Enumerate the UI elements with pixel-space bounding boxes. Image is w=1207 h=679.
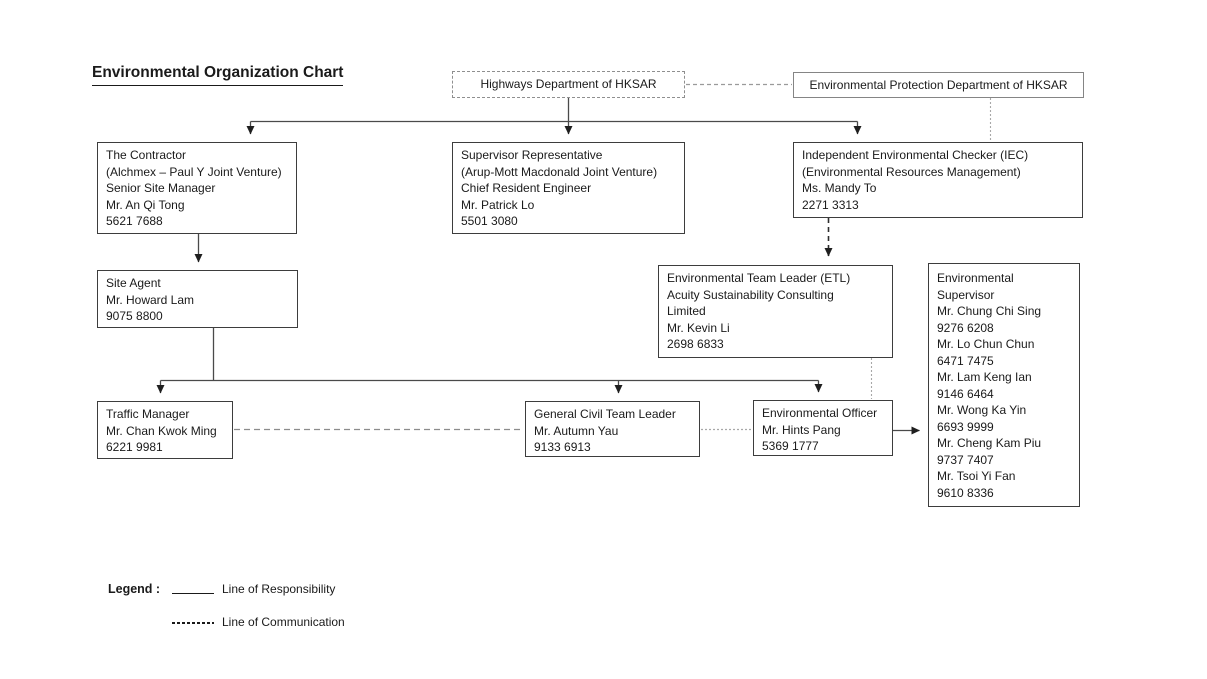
text-line: The Contractor xyxy=(106,148,187,162)
text-line: (Alchmex – Paul Y Joint Venture) xyxy=(106,164,282,179)
text-line: 5369 1777 xyxy=(762,439,819,453)
text-line: 6471 7475 xyxy=(937,353,994,368)
legend-label-responsibility: Line of Responsibility xyxy=(222,582,336,596)
node-environmental-protection-department xyxy=(793,72,1084,98)
text-line: Traffic Manager xyxy=(106,407,190,421)
text-line: 9146 6464 xyxy=(937,386,994,401)
text-line: Mr. Hints Pang xyxy=(762,422,841,437)
text-line: Mr. Chung Chi Sing xyxy=(937,304,1042,318)
text-line: Supervisor xyxy=(937,287,995,302)
text-line: Site Agent xyxy=(106,276,161,290)
node-independent-environmental-checker xyxy=(793,142,1083,218)
text-line: Mr. Cheng Kam Piu xyxy=(937,436,1042,450)
text-line: Mr. Wong Ka Yin xyxy=(937,403,1027,417)
text-line: Mr. Lam Keng Ian xyxy=(937,370,1032,384)
legend-heading: Legend : xyxy=(108,582,161,596)
text-line: Mr. Patrick Lo xyxy=(461,197,535,212)
dashed-line-sample xyxy=(172,622,214,624)
text-line: Independent Environmental Checker (IEC) xyxy=(802,148,1029,162)
text-line: Limited xyxy=(667,304,706,318)
text-line: Chief Resident Engineer xyxy=(461,181,592,195)
node-label: Environmental Protection Department of HKSAR xyxy=(809,77,1068,92)
node-label: Highways Department of HKSAR xyxy=(480,77,657,92)
text-line: 9737 7407 xyxy=(937,452,994,467)
text-line: 5501 3080 xyxy=(461,214,518,228)
text-line: 9276 6208 xyxy=(937,320,994,335)
text-line: Mr. Chan Kwok Ming xyxy=(106,423,217,438)
page-title: Environmental Organization Chart xyxy=(92,64,343,86)
node-traffic-manager xyxy=(97,401,233,459)
legend-row-communication xyxy=(108,609,345,635)
text-line: Environmental Team Leader (ETL) xyxy=(667,271,851,285)
node-environmental-supervisor xyxy=(928,263,1080,507)
text-line: Mr. Tsoi Yi Fan xyxy=(937,469,1016,483)
text-line: Environmental Officer xyxy=(762,406,878,420)
text-line: Supervisor Representative xyxy=(461,148,603,162)
text-line: Mr. Autumn Yau xyxy=(534,423,619,438)
solid-line-sample xyxy=(172,585,214,594)
text-line: 2271 3313 xyxy=(802,197,859,212)
node-general-civil-team-leader xyxy=(525,401,700,457)
text-line: 9075 8800 xyxy=(106,309,163,323)
legend xyxy=(108,576,345,642)
text-line: 2698 6833 xyxy=(667,337,724,351)
text-line: (Arup-Mott Macdonald Joint Venture) xyxy=(461,164,658,179)
text-line: 6693 9999 xyxy=(937,419,994,434)
legend-label-communication: Line of Communication xyxy=(222,615,345,629)
node-site-agent xyxy=(97,270,298,328)
text-line: Mr. An Qi Tong xyxy=(106,197,185,212)
node-environmental-officer xyxy=(753,400,893,456)
text-line: 6221 9981 xyxy=(106,440,163,454)
text-line: Environmental xyxy=(937,271,1014,285)
node-highways-department xyxy=(452,71,685,98)
text-line: Ms. Mandy To xyxy=(802,181,877,195)
node-contractor xyxy=(97,142,297,234)
text-line: General Civil Team Leader xyxy=(534,407,676,421)
text-line: Senior Site Manager xyxy=(106,181,216,195)
line-highways-trunk-and-bus xyxy=(251,97,858,122)
text-line: Mr. Lo Chun Chun xyxy=(937,337,1035,351)
node-supervisor-representative xyxy=(452,142,685,234)
node-environmental-team-leader xyxy=(658,265,893,358)
text-line: 5621 7688 xyxy=(106,214,163,228)
text-line: Acuity Sustainability Consulting xyxy=(667,287,834,302)
text-line: Mr. Kevin Li xyxy=(667,320,730,335)
legend-row-responsibility xyxy=(108,576,345,602)
text-line: (Environmental Resources Management) xyxy=(802,164,1021,179)
text-line: 9610 8336 xyxy=(937,485,994,500)
text-line: Mr. Howard Lam xyxy=(106,292,195,307)
text-line: 9133 6913 xyxy=(534,440,591,454)
